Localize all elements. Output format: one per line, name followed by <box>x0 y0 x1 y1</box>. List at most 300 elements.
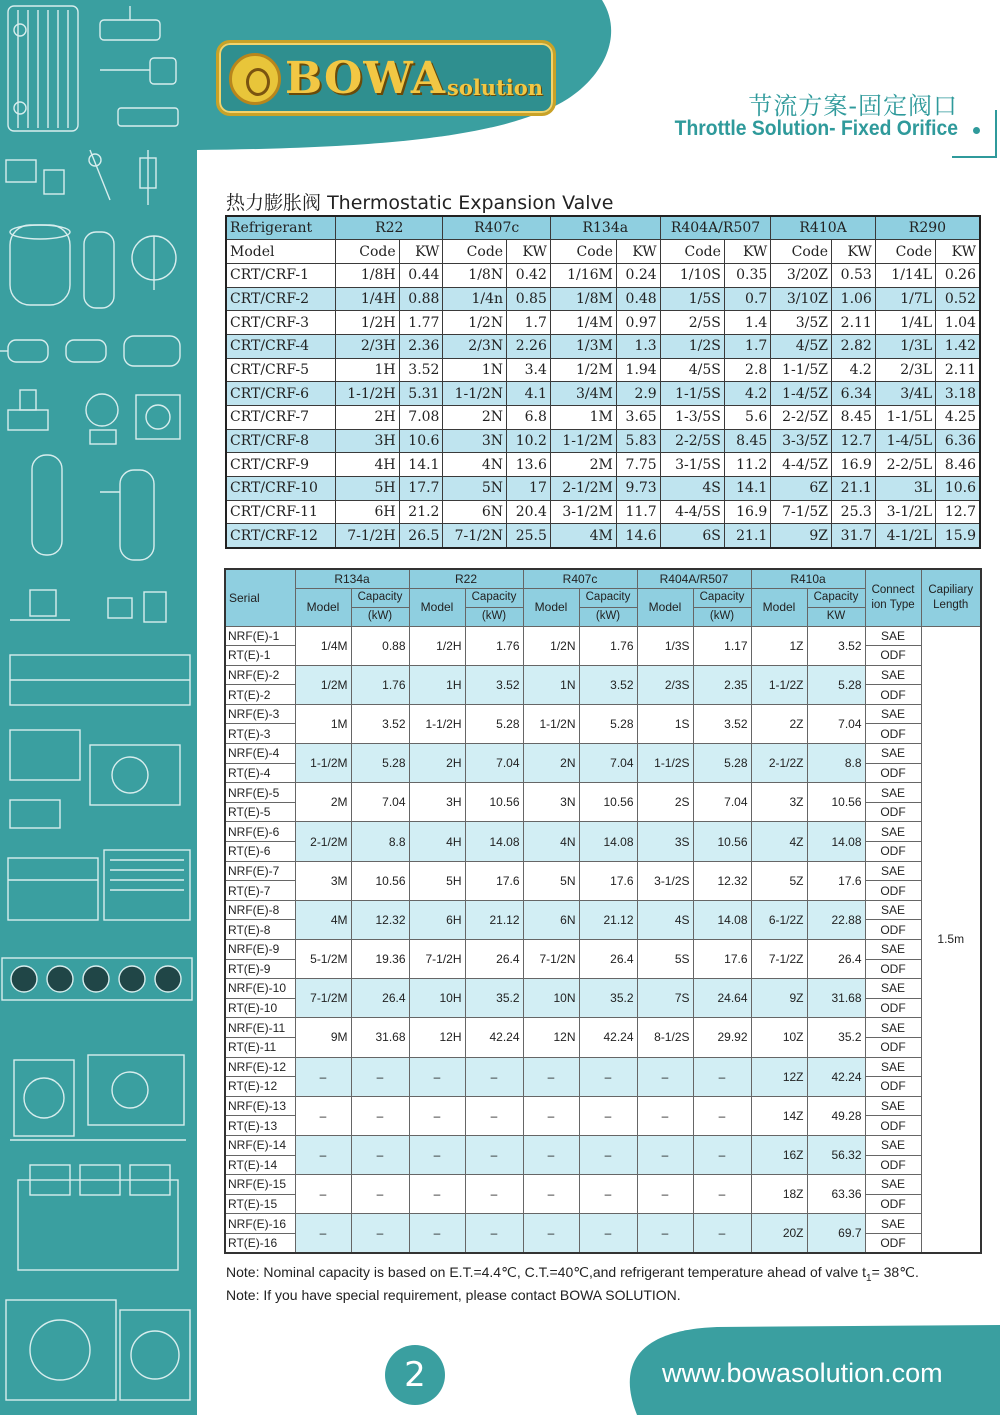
t2-capacity-cell: 10.56 <box>351 861 409 900</box>
t2-capacity-cell: 7.04 <box>351 783 409 822</box>
t1-kw-cell: 17 <box>507 477 551 501</box>
t1-refrigerant-header: R134a <box>550 216 660 240</box>
t1-code-cell: 5H <box>336 477 400 501</box>
section-heading-cn: 热力膨胀阀 <box>226 192 322 214</box>
t1-code-cell: 1/8H <box>336 263 400 287</box>
t2-serial-rt: RT(E)-8 <box>225 920 295 940</box>
t1-code-cell: 2-2/5L <box>875 453 935 477</box>
t2-model-cell: 12N <box>523 1018 579 1057</box>
t1-code-cell: 3/4M <box>550 382 616 406</box>
t2-connection-header <box>865 569 921 626</box>
t2-serial-rt: RT(E)-3 <box>225 724 295 744</box>
note-2: Note: If you have special requirement, please contact BOWA SOLUTION. <box>226 1286 681 1303</box>
t2-odf-cell: ODF <box>865 959 921 979</box>
table-row <box>226 477 980 501</box>
t2-capacity-cell: 14.08 <box>807 822 865 861</box>
refrigerant-header-row <box>226 216 980 240</box>
t1-kw-cell: 17.7 <box>399 477 443 501</box>
t2-serial-nrf: NRF(E)-2 <box>225 665 295 685</box>
table-row <box>225 1096 981 1116</box>
t2-serial-nrf: NRF(E)-14 <box>225 1135 295 1155</box>
t2-model-cell: 3M <box>295 861 351 900</box>
t1-code-cell: 4M <box>550 524 616 548</box>
t2-capacity-unit: (kW) <box>465 607 523 626</box>
t2-capacity-cell: 5.28 <box>351 744 409 783</box>
t1-kw-cell: 12.7 <box>936 500 980 524</box>
t2-model-cell: 10H <box>409 979 465 1018</box>
t1-kw-cell: 2.26 <box>507 334 551 358</box>
t1-code-cell: 1/2M <box>550 358 616 382</box>
t1-code-cell: 3H <box>336 429 400 453</box>
t1-code-cell: 6Z <box>771 477 832 501</box>
t2-capacity-cell: 10.56 <box>465 783 523 822</box>
t1-kw-cell: 6.36 <box>936 429 980 453</box>
t1-code-cell: 1/2N <box>443 311 507 335</box>
t1-code-cell: 1/4L <box>875 311 935 335</box>
t2-capacity-cell: 5.28 <box>579 704 637 743</box>
t2-sae-cell: SAE <box>865 1214 921 1234</box>
t2-capacity-cell: – <box>693 1057 751 1096</box>
t1-code-cell: 1/5S <box>660 287 724 311</box>
t1-code-cell: 2/5S <box>660 311 724 335</box>
t2-serial-nrf: NRF(E)-3 <box>225 704 295 724</box>
t2-odf-cell: ODF <box>865 1077 921 1097</box>
t1-code-header: Code <box>443 240 507 264</box>
t2-model-cell: 7-1/2M <box>295 979 351 1018</box>
t1-code-cell: 4H <box>336 453 400 477</box>
t2-model-cell: – <box>295 1096 351 1135</box>
t2-model-cell: 2-1/2Z <box>751 744 807 783</box>
t1-kw-cell: 5.31 <box>399 382 443 406</box>
t2-capacity-cell: – <box>579 1175 637 1214</box>
t2-capacity-cell: 7.04 <box>465 744 523 783</box>
t1-model-cell: CRT/CRF-3 <box>226 311 336 335</box>
t1-code-cell: 3/4L <box>875 382 935 406</box>
t2-serial-nrf: NRF(E)-11 <box>225 1018 295 1038</box>
t1-kw-cell: 10.2 <box>507 429 551 453</box>
t2-model-header: Model <box>523 588 579 626</box>
t2-sae-cell: SAE <box>865 626 921 646</box>
t1-code-cell: 2-2/5Z <box>771 406 832 430</box>
page-title-cn: 节流方案-固定阀口 <box>748 92 958 120</box>
t1-code-cell: 1/4n <box>443 287 507 311</box>
t2-capacity-cell: 7.04 <box>693 783 751 822</box>
t1-kw-cell: 25.3 <box>832 500 876 524</box>
note-1-text-end: = 38℃. <box>871 1264 919 1280</box>
t1-refrigerant-header: R404A/R507 <box>660 216 771 240</box>
t1-code-header: Code <box>875 240 935 264</box>
t1-code-cell: 2H <box>336 406 400 430</box>
t1-kw-header: KW <box>724 240 770 264</box>
table-row <box>225 861 981 881</box>
t1-kw-cell: 14.1 <box>724 477 770 501</box>
t2-serial-nrf: NRF(E)-9 <box>225 940 295 960</box>
t2-model-cell: 6-1/2Z <box>751 900 807 939</box>
title-side-line <box>995 110 997 158</box>
t2-capacity-header: Capacity <box>351 588 409 607</box>
t1-code-cell: 1/3M <box>550 334 616 358</box>
t2-sae-cell: SAE <box>865 900 921 920</box>
t2-capillary-length: 1.5m <box>921 626 981 1253</box>
t1-code-cell: 1/4M <box>550 311 616 335</box>
t1-kw-cell: 21.1 <box>724 524 770 548</box>
t1-kw-cell: 0.85 <box>507 287 551 311</box>
t2-refrigerant-header: R407c <box>523 569 637 588</box>
t2-model-cell: 2/3S <box>637 665 693 704</box>
table-row <box>225 744 981 764</box>
t2-capacity-cell: 26.4 <box>351 979 409 1018</box>
t2-sae-cell: SAE <box>865 783 921 803</box>
t2-serial-rt: RT(E)-6 <box>225 842 295 862</box>
t1-refrigerant-header: R22 <box>336 216 443 240</box>
t1-kw-cell: 16.9 <box>832 453 876 477</box>
t2-model-cell: – <box>295 1214 351 1253</box>
t2-capacity-cell: 14.08 <box>693 900 751 939</box>
serial-header: Serial <box>225 569 295 626</box>
t2-model-cell: 20Z <box>751 1214 807 1253</box>
t2-model-cell: 1/4M <box>295 626 351 665</box>
t1-code-cell: 4S <box>660 477 724 501</box>
t2-serial-rt: RT(E)-4 <box>225 763 295 783</box>
logo-subword: solution <box>447 75 544 100</box>
t1-kw-cell: 8.45 <box>832 406 876 430</box>
t2-capacity-cell: 31.68 <box>807 979 865 1018</box>
table-row <box>225 704 981 724</box>
t2-capacity-cell: 26.4 <box>579 940 637 979</box>
t2-model-cell: 1-1/2H <box>409 704 465 743</box>
t2-capacity-cell: 21.12 <box>579 900 637 939</box>
t2-serial-rt: RT(E)-11 <box>225 1037 295 1057</box>
t1-kw-header: KW <box>507 240 551 264</box>
t2-serial-rt: RT(E)-12 <box>225 1077 295 1097</box>
t2-refrigerant-header: R22 <box>409 569 523 588</box>
t2-capacity-cell: – <box>465 1096 523 1135</box>
t2-capacity-cell: 17.6 <box>807 861 865 900</box>
table-row <box>225 1018 981 1038</box>
t2-model-cell: – <box>409 1135 465 1174</box>
t1-kw-cell: 3.4 <box>507 358 551 382</box>
t2-model-cell: 5H <box>409 861 465 900</box>
t2-capacity-cell: 42.24 <box>807 1057 865 1096</box>
t1-code-cell: 3-1/2L <box>875 500 935 524</box>
t1-kw-cell: 14.6 <box>616 524 660 548</box>
t1-code-cell: 1/7L <box>875 287 935 311</box>
t2-sae-cell: SAE <box>865 861 921 881</box>
t2-model-cell: 2S <box>637 783 693 822</box>
t2-capacity-cell: 10.56 <box>807 783 865 822</box>
t1-kw-cell: 0.48 <box>616 287 660 311</box>
t2-refrigerant-header: R404A/R507 <box>637 569 751 588</box>
t1-code-cell: 1-4/5L <box>875 429 935 453</box>
t1-kw-cell: 5.83 <box>616 429 660 453</box>
t2-capacity-cell: 1.76 <box>465 626 523 665</box>
t2-capacity-header: Capacity <box>807 588 865 607</box>
t1-kw-cell: 3.18 <box>936 382 980 406</box>
t2-model-cell: – <box>295 1175 351 1214</box>
t2-serial-rt: RT(E)-9 <box>225 959 295 979</box>
t1-kw-cell: 10.6 <box>936 477 980 501</box>
t1-kw-header: KW <box>399 240 443 264</box>
t1-kw-cell: 1.3 <box>616 334 660 358</box>
t1-kw-cell: 12.7 <box>832 429 876 453</box>
t2-model-cell: 7-1/2Z <box>751 940 807 979</box>
t2-serial-nrf: NRF(E)-15 <box>225 1175 295 1195</box>
t2-capacity-header: Capacity <box>693 588 751 607</box>
t2-model-header: Model <box>409 588 465 626</box>
logo-word: BOWA <box>285 53 447 104</box>
t2-model-cell: – <box>523 1135 579 1174</box>
t2-model-cell: 5-1/2M <box>295 940 351 979</box>
t2-odf-cell: ODF <box>865 724 921 744</box>
t2-capacity-cell: 19.36 <box>351 940 409 979</box>
t1-code-cell: 6H <box>336 500 400 524</box>
t1-code-cell: 4-4/5S <box>660 500 724 524</box>
t2-model-cell: 1S <box>637 704 693 743</box>
t1-refrigerant-header: R410A <box>771 216 876 240</box>
t2-refrigerant-header: R410a <box>751 569 865 588</box>
t2-model-cell: 5Z <box>751 861 807 900</box>
fixed-orifice-body <box>225 626 981 1253</box>
t2-capacity-unit: (kW) <box>693 607 751 626</box>
t1-kw-cell: 6.34 <box>832 382 876 406</box>
t2-capacity-cell: 31.68 <box>351 1018 409 1057</box>
t1-kw-cell: 0.7 <box>724 287 770 311</box>
t2-serial-nrf: NRF(E)-1 <box>225 626 295 646</box>
t2-capacity-cell: 69.7 <box>807 1214 865 1253</box>
t2-model-cell: 4Z <box>751 822 807 861</box>
t2-capacity-cell: 3.52 <box>351 704 409 743</box>
t1-code-cell: 1/8N <box>443 263 507 287</box>
t2-capacity-cell: 17.6 <box>693 940 751 979</box>
t1-code-cell: 1-1/5S <box>660 382 724 406</box>
t2-capacity-cell: – <box>693 1096 751 1135</box>
t2-model-cell: 7-1/2H <box>409 940 465 979</box>
t2-sae-cell: SAE <box>865 704 921 724</box>
t1-kw-cell: 2.8 <box>724 358 770 382</box>
t1-kw-cell: 21.1 <box>832 477 876 501</box>
t2-model-cell: 3S <box>637 822 693 861</box>
t2-serial-rt: RT(E)-16 <box>225 1233 295 1253</box>
t2-model-cell: 2Z <box>751 704 807 743</box>
t2-model-cell: – <box>409 1175 465 1214</box>
t2-capacity-cell: 26.4 <box>807 940 865 979</box>
t1-model-cell: CRT/CRF-6 <box>226 382 336 406</box>
model-label: Model <box>226 240 336 264</box>
t1-code-cell: 1/8M <box>550 287 616 311</box>
t2-serial-rt: RT(E)-10 <box>225 998 295 1018</box>
t1-kw-cell: 1.7 <box>724 334 770 358</box>
t1-code-cell: 2-2/5S <box>660 429 724 453</box>
note-1-subscript: 1 <box>866 1272 872 1284</box>
t1-kw-cell: 0.44 <box>399 263 443 287</box>
t2-model-cell: – <box>523 1214 579 1253</box>
table-row <box>225 783 981 803</box>
t2-model-cell: – <box>637 1214 693 1253</box>
t2-capacity-cell: – <box>693 1175 751 1214</box>
bowa-logo <box>216 40 556 116</box>
section-heading-en: Thermostatic Expansion Valve <box>327 192 614 214</box>
t1-kw-cell: 2.9 <box>616 382 660 406</box>
t2-model-cell: 5S <box>637 940 693 979</box>
t2-model-cell: 3H <box>409 783 465 822</box>
t1-code-cell: 1-1/2M <box>550 429 616 453</box>
t2-serial-nrf: NRF(E)-5 <box>225 783 295 803</box>
table-row <box>226 263 980 287</box>
thermostatic-valve-body <box>226 263 980 547</box>
t1-code-cell: 7-1/2H <box>336 524 400 548</box>
notes <box>226 1264 919 1303</box>
t2-model-cell: 12Z <box>751 1057 807 1096</box>
t2-model-cell: – <box>637 1175 693 1214</box>
t2-model-cell: – <box>637 1096 693 1135</box>
note-1-text: Note: Nominal capacity is based on E.T.=4.4℃, C.T.=40℃,and refrigerant temperature ahead of valve t <box>226 1264 867 1280</box>
t1-code-cell: 1/2H <box>336 311 400 335</box>
title-underline <box>952 156 996 158</box>
t2-odf-cell: ODF <box>865 1037 921 1057</box>
t2-model-cell: 1/3S <box>637 626 693 665</box>
t1-model-cell: CRT/CRF-7 <box>226 406 336 430</box>
t1-model-cell: CRT/CRF-5 <box>226 358 336 382</box>
t1-model-cell: CRT/CRF-8 <box>226 429 336 453</box>
t1-code-cell: 7-1/2N <box>443 524 507 548</box>
t2-capacity-cell: 3.52 <box>465 665 523 704</box>
table-row <box>225 626 981 646</box>
t2-capacity-cell: 21.12 <box>465 900 523 939</box>
t2-model-cell: 4N <box>523 822 579 861</box>
table-row <box>226 453 980 477</box>
t2-odf-cell: ODF <box>865 998 921 1018</box>
t2-capacity-unit: (kW) <box>351 607 409 626</box>
connection-label-1: Connect <box>871 584 915 597</box>
t2-capacity-cell: 10.56 <box>693 822 751 861</box>
model-header-row <box>226 240 980 264</box>
t1-code-cell: 1/4H <box>336 287 400 311</box>
t2-model-cell: 6N <box>523 900 579 939</box>
t2-capacity-cell: 49.28 <box>807 1096 865 1135</box>
t2-sae-cell: SAE <box>865 940 921 960</box>
t1-code-header: Code <box>336 240 400 264</box>
t1-kw-cell: 10.6 <box>399 429 443 453</box>
t2-sae-cell: SAE <box>865 744 921 764</box>
t2-serial-rt: RT(E)-7 <box>225 881 295 901</box>
t2-odf-cell: ODF <box>865 802 921 822</box>
t1-code-cell: 1-1/2N <box>443 382 507 406</box>
t1-kw-cell: 25.5 <box>507 524 551 548</box>
t2-capacity-cell: 8.8 <box>351 822 409 861</box>
t2-model-cell: – <box>523 1096 579 1135</box>
t2-capacity-cell: – <box>579 1135 637 1174</box>
t2-serial-nrf: NRF(E)-12 <box>225 1057 295 1077</box>
t2-capacity-cell: 42.24 <box>579 1018 637 1057</box>
t1-code-cell: 1-3/5S <box>660 406 724 430</box>
t1-kw-cell: 0.97 <box>616 311 660 335</box>
t1-kw-cell: 8.46 <box>936 453 980 477</box>
t2-model-cell: 6H <box>409 900 465 939</box>
t2-model-cell: 9Z <box>751 979 807 1018</box>
t1-kw-cell: 4.2 <box>724 382 770 406</box>
t1-code-cell: 1-4/5Z <box>771 382 832 406</box>
t1-kw-cell: 1.77 <box>399 311 443 335</box>
t2-model-cell: 1N <box>523 665 579 704</box>
t2-model-cell: – <box>295 1135 351 1174</box>
t2-model-cell: 1-1/2N <box>523 704 579 743</box>
table-row <box>226 382 980 406</box>
title-dot <box>973 127 980 134</box>
page-title-en: Throttle Solution- Fixed Orifice <box>674 117 958 140</box>
t1-kw-cell: 0.52 <box>936 287 980 311</box>
t2-capacity-cell: – <box>465 1057 523 1096</box>
t2-capacity-cell: 7.04 <box>807 704 865 743</box>
t1-code-cell: 1/10S <box>660 263 724 287</box>
t1-kw-cell: 1.42 <box>936 334 980 358</box>
t2-capacity-cell: 3.52 <box>693 704 751 743</box>
t2-capacity-cell: 3.52 <box>807 626 865 665</box>
t1-refrigerant-header: R407c <box>443 216 550 240</box>
t1-kw-cell: 0.88 <box>399 287 443 311</box>
t1-refrigerant-header: R290 <box>875 216 980 240</box>
website-link[interactable]: www.bowasolution.com <box>662 1358 943 1388</box>
t2-capacity-cell: – <box>351 1057 409 1096</box>
t1-kw-cell: 11.2 <box>724 453 770 477</box>
t1-code-cell: 2/3N <box>443 334 507 358</box>
t2-capacity-cell: 12.32 <box>351 900 409 939</box>
t1-kw-cell: 0.26 <box>936 263 980 287</box>
t1-kw-cell: 0.42 <box>507 263 551 287</box>
t2-capillary-header <box>921 569 981 626</box>
table-row <box>225 665 981 685</box>
t2-model-cell: – <box>409 1057 465 1096</box>
t1-code-cell: 6N <box>443 500 507 524</box>
t1-kw-cell: 11.7 <box>616 500 660 524</box>
t2-odf-cell: ODF <box>865 920 921 940</box>
t1-kw-cell: 7.08 <box>399 406 443 430</box>
t2-capacity-cell: 1.76 <box>579 626 637 665</box>
t1-code-cell: 3/20Z <box>771 263 832 287</box>
t2-model-cell: 1-1/2Z <box>751 665 807 704</box>
fixed-orifice-table <box>224 568 982 1254</box>
t2-model-cell: 1Z <box>751 626 807 665</box>
t2-capacity-cell: 17.6 <box>465 861 523 900</box>
t2-model-cell: 1/2M <box>295 665 351 704</box>
t2-model-cell: 3-1/2S <box>637 861 693 900</box>
table-row <box>225 1057 981 1077</box>
t2-sae-cell: SAE <box>865 1175 921 1195</box>
table-row <box>226 500 980 524</box>
t1-model-cell: CRT/CRF-2 <box>226 287 336 311</box>
t2-odf-cell: ODF <box>865 881 921 901</box>
t2-odf-cell: ODF <box>865 763 921 783</box>
t1-code-cell: 9Z <box>771 524 832 548</box>
t1-code-cell: 1/14L <box>875 263 935 287</box>
t2-serial-nrf: NRF(E)-6 <box>225 822 295 842</box>
t2-model-cell: 2H <box>409 744 465 783</box>
t1-kw-cell: 0.35 <box>724 263 770 287</box>
t2-model-cell: 14Z <box>751 1096 807 1135</box>
t1-model-cell: CRT/CRF-9 <box>226 453 336 477</box>
t2-odf-cell: ODF <box>865 1233 921 1253</box>
t2-sae-cell: SAE <box>865 1018 921 1038</box>
t2-capacity-header: Capacity <box>465 588 523 607</box>
t2-capacity-cell: 7.04 <box>579 744 637 783</box>
t1-code-cell: 3-1/5S <box>660 453 724 477</box>
t1-code-cell: 2N <box>443 406 507 430</box>
t1-model-cell: CRT/CRF-1 <box>226 263 336 287</box>
table-row <box>226 524 980 548</box>
t2-odf-cell: ODF <box>865 1194 921 1214</box>
t2-model-cell: 12H <box>409 1018 465 1057</box>
t1-code-cell: 1-1/5Z <box>771 358 832 382</box>
t2-capacity-cell: 5.28 <box>693 744 751 783</box>
